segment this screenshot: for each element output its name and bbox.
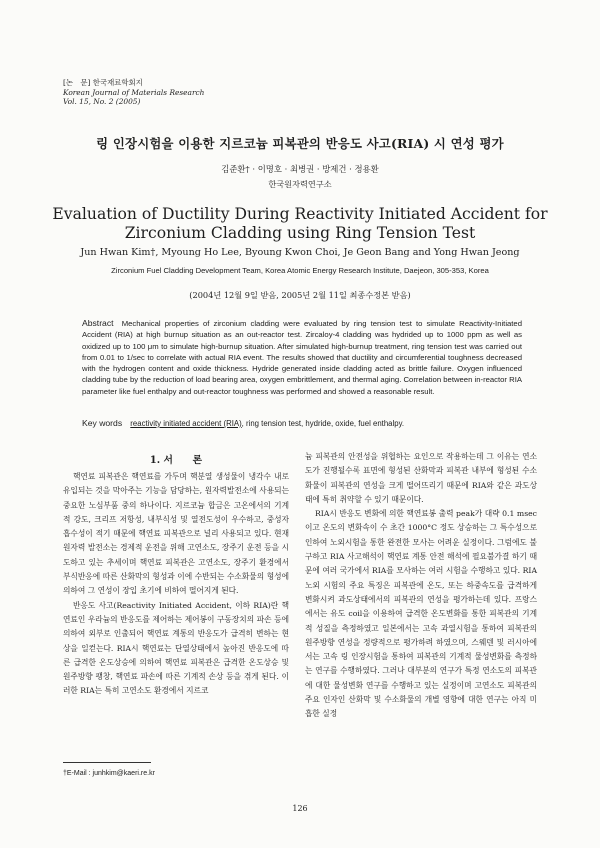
- left-paragraph-1: 핵연료 피복관은 핵연료를 가두며 핵분열 생성물이 냉각수 내로 유입되는 것을 막아주는 기능을 담당하는, 원자력발전소에 사용되는 중요한 노심부품 중의 하나이다. 지르코늄 합금은 고온에서의 기계적 강도, 크리프 저항성, 내부식성 및 열전도성이 우수하고, 중성자 흡수성이 적기 때문에 핵연료 피복관으로 널리 사용되고 있다. 현재 원자력 발전소는 경제적 운전을 위해 고연소도, 장주기 운전 등을 시도하고 있는 추세이며 핵연료 피복관은 고연소도, 장주기 환경에서 부식반응에 따른 산화막의 형성과 이에 수반되는 수소화물의 형성에 의하여 그 연성이 장입 초기에 비하여 떨어지게 된다.: [63, 472, 289, 596]
- keywords-rest: , ring tension test, hydride, oxide, fuel enthalpy.: [241, 419, 405, 428]
- authors-korean: 김준환† · 이명호 · 최병권 · 방제건 · 정용환: [221, 164, 379, 174]
- keywords-label: Key words: [82, 418, 123, 428]
- journal-header: [63, 78, 204, 107]
- title-korean: 링 인장시험을 이용한 지르코늄 피복관의 반응도 사고(RIA) 시 연성 평가: [96, 136, 504, 151]
- section-heading-introduction: 1. 서 론: [149, 455, 203, 466]
- journal-volume: Vol. 15, No. 2 (2005): [63, 97, 141, 107]
- right-paragraph-2: RIA시 반응도 변화에 의한 핵연료봉 출력 peak가 대략 0.1 msec이고 온도의 변화속이 수 초간 1000°C 정도 상승하는 그 특수성으로 인하여 노외시험을 통한 완전한 모사는 어려운 실정이다. 그럼에도 불구하고 RIA 사고해석이 핵연료 계통 안전 해석에 필요불가결 하기 때문에 여러 국가에서 RIA를 모사하는 여러 시험을 수행하고 있다. RIA 노외 시험의 주요 특징은 피복관에 온도, 또는 하중속도를 급격하게 변화시켜 과도상태에서의 피복관의 연성을 평가하는데 있다. 프랑스에서는 유도 coil을 이용하여 급격한 온도변화를 통한 피복관의 기계적 성질을 측정하였고 일본에서는 고속 과열시험을 통하여 피복관의 원주방향 연성을 정량적으로 평가하려 하였으며, 스웨덴 및 러시아에서는 고속 링 인장시험을 통하여 피복관의 기계적 물성변화를 측정하는 연구를 수행하였다. 그러나 대부분의 연구가 특정 연소도의 피복관에 대한 물성변화 연구를 수행하고 있는 실정이며 고연소도 피복관의 주요 인자인 산화막 및 수소화물의 개별 영향에 대한 연구는 아직 미흡한 실정: [305, 509, 537, 719]
- title-english-line1: Evaluation of Ductility During Reactivity Initiated Accident for: [52, 205, 548, 223]
- abstract-label: Abstract: [82, 318, 114, 328]
- received-dates: (2004년 12월 9일 받음, 2005년 2월 11일 최종수정본 받음): [189, 290, 411, 300]
- footnote-divider: [63, 762, 151, 763]
- affiliation-korean: 한국원자력연구소: [268, 179, 332, 189]
- title-english: [0, 205, 600, 243]
- abstract-text: Mechanical properties of zirconium cladding were evaluated by ring tension test to simulate Reactivity-Initiated Accident (RIA) at high burnup situation as an out-reactor test. Zircaloy-4 cladding was hydrided up to 1000 ppm as well as oxidized up to 100 μm to simulate high-burnup situation. After simulated high-burnup treatment, ring tension test was carried out from 0.01 to 1/sec to correlate with actual RIA event. The results showed that ductility and circumferential toughness decreased with the hydrogen content and oxide thickness. Hydride generated inside cladding acted as brittle failure. Oxygen influenced cladding tube by the reduction of load bearing area, oxygen embrittlement, and thermal aging. Correlation between in-reactor RIA parameter like fuel enthalpy and out-reactor toughness was performed and showed a reasonable result.: [82, 319, 522, 396]
- abstract: [82, 318, 522, 397]
- right-column: [305, 450, 537, 722]
- footnote-email: †E-Mail : junhkim@kaeri.re.kr: [63, 770, 155, 777]
- keyword-underlined: reactivity initiated accident (RIA): [130, 419, 242, 428]
- left-paragraph-2: 반응도 사고(Reactivity Initiated Accident, 이하 RIA)란 핵연료인 우라늄의 반응도를 제어하는 제어봉이 구동장치의 파손 등에 의하여 외부로 인출되어 핵연료 계통의 반응도가 급격히 변하는 현상을 일컫는다. RIA시 핵연료는 단열상태에서 높아진 반응도에 따른 급격한 온도상승에 의하여 핵연료 피복관은 급격한 온도상승 및 원주방향 팽창, 핵연료 파손에 따른 기계적 손상 등을 겪게 된다. 이러한 RIA는 특히 고연소도 환경에서 지르코: [63, 600, 289, 696]
- affiliation-english: Zirconium Fuel Cladding Development Team, Korea Atomic Energy Research Institute, Daejeon, 305-353, Korea: [111, 266, 489, 275]
- journal-name-english: Korean Journal of Materials Research: [63, 87, 205, 97]
- left-column: [63, 470, 289, 699]
- authors-english: Jun Hwan Kim†, Myoung Ho Lee, Byoung Kwon Choi, Je Geon Bang and Yong Hwan Jeong: [80, 247, 520, 258]
- journal-name-korean: [논 문] 한국재료학회지: [63, 78, 143, 87]
- page-number: 126: [292, 804, 308, 813]
- keywords: [82, 418, 532, 428]
- title-english-line2: Zirconium Cladding using Ring Tension Test: [124, 224, 476, 242]
- right-paragraph-1: 늄 피복관의 안전성을 위협하는 요인으로 작용하는데 그 이유는 연소도가 진행될수록 표면에 형성된 산화막과 피복관 내부에 형성된 수소화물이 피복관의 연성을 크게 떨어뜨리기 때문에 RIA와 같은 과도상태에 특히 취약할 수 있기 때문이다.: [305, 452, 537, 504]
